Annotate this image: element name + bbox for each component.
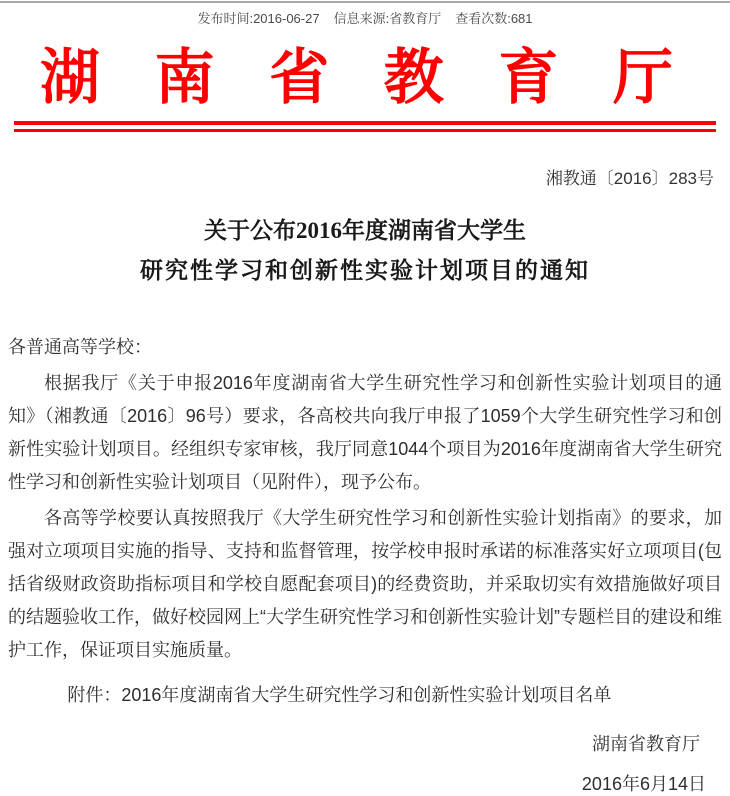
attachment-line: 附件：2016年度湖南省大学生研究性学习和创新性实验计划项目名单 [67, 685, 612, 705]
document-title-line1: 关于公布2016年度湖南省大学生 [204, 218, 526, 243]
issuing-agency: 湖南省教育厅 [592, 734, 700, 754]
view-count: 查看次数:681 [455, 11, 533, 26]
salutation: 各普通高等学校： [8, 337, 152, 357]
signature-block [0, 732, 730, 796]
masthead-char: 南 [154, 45, 215, 111]
agency-masthead [0, 43, 730, 113]
red-rule-thick [14, 121, 716, 125]
document-body [8, 331, 722, 712]
info-source: 信息来源:省教育厅 [333, 11, 442, 26]
masthead-char: 湖 [40, 45, 100, 111]
masthead-char: 省 [269, 45, 330, 111]
masthead-char: 厅 [612, 45, 673, 111]
masthead-char: 教 [383, 45, 444, 111]
paragraph-1: 根据我厅《关于申报2016年度湖南省大学生研究性学习和创新性实验计划项目的通知》（湘教通〔2016〕96号）要求，各高校共向我厅申报了1059个大学生研究性学习和创新性实验计划项目。经组织专家审核，我厅同意1044个项目为2016年度湖南省大学生研究性学习和创新性实验计划项目（见附件），现予公布。 [8, 373, 722, 492]
notice-page [0, 1, 730, 794]
document-title [0, 211, 730, 291]
red-rule-thin [14, 129, 716, 132]
paragraph-2: 各高等学校要认真按照我厅《大学生研究性学习和创新性实验计划指南》的要求，加强对立项项目实施的指导、支持和监督管理，按学校申报时承诺的标准落实好立项项目(包括省级财政资助指标项目和学校自愿配套项目)的经费资助，并采取切实有效措施做好项目的结题验收工作，做好校园网上“大学生研究性学习和创新性实验计划”专题栏目的建设和维护工作，保证项目实施质量。 [8, 508, 722, 660]
meta-bar [0, 3, 730, 27]
issue-date: 2016年6月14日 [581, 774, 706, 794]
document-number: 湘教通〔2016〕283号 [545, 169, 714, 188]
publish-time: 发布时间:2016-06-27 [197, 11, 320, 26]
masthead-char: 育 [498, 45, 559, 111]
double-red-rule [14, 121, 716, 132]
document-title-line2: 研究性学习和创新性实验计划项目的通知 [140, 258, 590, 283]
